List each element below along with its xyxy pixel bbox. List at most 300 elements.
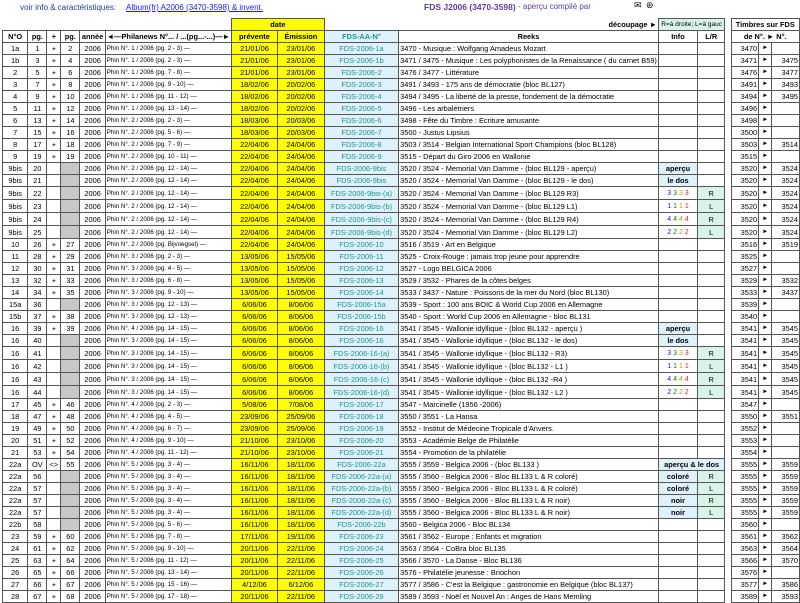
stamp-digit: 1 — [678, 203, 685, 210]
cell-fds[interactable]: FDS-2006-16 — [324, 335, 398, 347]
cell-no: 27 — [3, 579, 28, 591]
arrow-icon: ► — [759, 287, 772, 299]
cell-prevente: 6/06/06 — [231, 347, 277, 360]
cell-lr — [698, 435, 725, 447]
cell-fds[interactable]: FDS-2006-1a — [324, 43, 398, 55]
cell-fds[interactable]: FDS-2006-25 — [324, 555, 398, 567]
cell-fds[interactable]: FDS-2006-18 — [324, 411, 398, 423]
cell-philanews: Phin N°. 3 / 2006 (pg. 9 - 10) — — [105, 287, 231, 299]
cell-emission: 24/04/06 — [278, 226, 325, 239]
cell-reeks: 3520 / 3524 - Memorial Van Damme - (bloc BL129 - le dos) — [399, 175, 659, 187]
cell-fds[interactable]: FDS-2006-9bis — [324, 175, 398, 187]
cell-plus — [47, 335, 61, 347]
cell-pg1: 59 — [28, 531, 47, 543]
cell-no: 26 — [3, 567, 28, 579]
cell-lr — [698, 115, 725, 127]
cell-philanews: Phin N°. 2 / 2006 (pg. 12 - 14) — — [105, 213, 231, 226]
arrow-icon: ► — [759, 495, 772, 507]
cell-info — [658, 226, 697, 239]
cell-fds[interactable]: FDS-2006-10 — [324, 239, 398, 251]
table-row — [3, 79, 800, 91]
arrow-icon: ► — [759, 335, 772, 347]
cell-fds[interactable]: FDS-2006-19 — [324, 423, 398, 435]
cell-pg2: 66 — [61, 567, 80, 579]
cell-prevente: 13/05/06 — [231, 287, 277, 299]
cell-plus: + — [47, 287, 61, 299]
cell-info — [658, 373, 697, 386]
cell-annee: 2006 — [80, 115, 105, 127]
cell-prevente: 18/02/06 — [231, 91, 277, 103]
cell-reeks: 3555 / 3560 - Belgica 2006 - Bloc BL133 L & R noir) — [399, 495, 659, 507]
cell-annee: 2006 — [80, 263, 105, 275]
cell-info: coloré — [658, 471, 697, 483]
cell-reeks: 3577 / 3586 - C'est la Belgique : gastronomie en Belgique (bloc BL137) — [399, 579, 659, 591]
stamp-digit: 3 — [678, 350, 685, 357]
cell-emission: 20/03/06 — [278, 127, 325, 139]
cell-lr — [698, 311, 725, 323]
cell-plus — [47, 163, 61, 175]
cell-to-no: 3532 — [772, 275, 800, 287]
cell-fds[interactable]: FDS-2006-9 — [324, 151, 398, 163]
cell-from-no: 3533 — [731, 287, 759, 299]
cell-from-no: 3552 — [731, 423, 759, 435]
cell-pg2: 48 — [61, 411, 80, 423]
cell-fds[interactable]: FDS-2006-24 — [324, 543, 398, 555]
cell-annee: 2006 — [80, 200, 105, 213]
cell-fds[interactable]: FDS-2006-26 — [324, 567, 398, 579]
cell-prevente: 22/04/06 — [231, 151, 277, 163]
cell-plus — [47, 347, 61, 360]
table-row — [3, 347, 800, 360]
cell-no: 2 — [3, 67, 28, 79]
col-pg1: pg. — [28, 31, 47, 43]
cell-annee: 2006 — [80, 579, 105, 591]
cell-fds[interactable]: FDS-2006-16-(c) — [324, 373, 398, 386]
cell-fds[interactable]: FDS-2006-23 — [324, 531, 398, 543]
album-link[interactable]: Album(fr) A2006 (3470-3598) & invent. — [126, 3, 263, 12]
cell-prevente: 18/03/06 — [231, 127, 277, 139]
cell-fds[interactable]: FDS-2006-22b — [324, 519, 398, 531]
arrow-icon: ► — [759, 187, 772, 200]
col-prevente: prévente — [231, 31, 277, 43]
cell-emission: 20/02/06 — [278, 79, 325, 91]
cell-lr — [698, 127, 725, 139]
cell-from-no: 3563 — [731, 543, 759, 555]
cell-from-no: 3494 — [731, 91, 759, 103]
col-no: N°O — [3, 31, 28, 43]
cell-fds[interactable]: FDS-2006-16 — [324, 323, 398, 335]
cell-prevente: 22/04/06 — [231, 200, 277, 213]
cell-emission: 24/04/06 — [278, 163, 325, 175]
cell-reeks: 3555 / 3560 - Belgica 2006 - Bloc BL133 L & R noir) — [399, 507, 659, 519]
cell-lr — [698, 239, 725, 251]
cell-fds[interactable]: FDS-2006-27 — [324, 579, 398, 591]
cell-philanews: Phin N°. 4 / 2006 (pg. 6 - 7) — — [105, 423, 231, 435]
cell-fds[interactable]: FDS-2006-21 — [324, 447, 398, 459]
cell-plus: + — [47, 531, 61, 543]
cell-plus: + — [47, 311, 61, 323]
arrow-icon: ► — [759, 555, 772, 567]
cell-lr: L — [698, 507, 725, 519]
cell-lr — [698, 275, 725, 287]
cell-no: 9bis — [3, 213, 28, 226]
cell-fds[interactable]: FDS-2006-9bis-(b) — [324, 200, 398, 213]
table-row — [3, 495, 800, 507]
cell-fds[interactable]: FDS-2006-22a-(a) — [324, 471, 398, 483]
cell-lr: L — [698, 226, 725, 239]
cell-prevente: 16/11/06 — [231, 483, 277, 495]
cell-philanews: Phin N°. 3 / 2006 (pg. 2 - 3) — — [105, 251, 231, 263]
cell-emission: 8/06/06 — [278, 347, 325, 360]
cell-pg1: 41 — [28, 347, 47, 360]
cell-philanews: Phin N°. 4 / 2006 (pg. 14 - 15) — — [105, 323, 231, 335]
cell-to-no: 3437 — [772, 287, 800, 299]
col-info: Info — [658, 31, 697, 43]
cell-pg2: 27 — [61, 239, 80, 251]
cell-plus: + — [47, 91, 61, 103]
cell-plus — [47, 213, 61, 226]
cell-fds[interactable]: FDS-2006-4 — [324, 91, 398, 103]
cell-philanews: Phin N°. 3 / 2006 (pg. 6 - 8) — — [105, 275, 231, 287]
arrow-icon: ► — [759, 567, 772, 579]
cell-emission: 22/11/06 — [278, 555, 325, 567]
cell-to-no: 3519 — [772, 239, 800, 251]
cell-fds[interactable]: FDS-2006-22a-(d) — [324, 507, 398, 519]
cell-to-no — [772, 103, 800, 115]
cell-fds[interactable]: FDS-2006-12 — [324, 263, 398, 275]
cell-lr — [698, 151, 725, 163]
cell-to-no: 3551 — [772, 411, 800, 423]
cell-fds[interactable]: FDS-2006-5 — [324, 103, 398, 115]
cell-info — [658, 213, 697, 226]
cell-lr — [698, 531, 725, 543]
cell-philanews: Phin N°. 3 / 2006 (pg. 14 - 15) — — [105, 373, 231, 386]
table-row — [3, 459, 800, 471]
cell-plus: + — [47, 79, 61, 91]
cell-from-no: 3503 — [731, 139, 759, 151]
stamp-digit: 2 — [673, 229, 679, 236]
cell-plus: + — [47, 579, 61, 591]
table-row — [3, 263, 800, 275]
cell-info — [658, 251, 697, 263]
cell-plus — [47, 483, 61, 495]
cell-prevente: 6/06/06 — [231, 360, 277, 373]
cell-emission: 22/11/06 — [278, 567, 325, 579]
arrow-icon: ► — [759, 531, 772, 543]
arrow-icon: ► — [759, 139, 772, 151]
stamp-digit: 4 — [667, 216, 674, 223]
arrow-icon: ► — [759, 507, 772, 519]
cell-emission: 6/12/06 — [278, 579, 325, 591]
cell-plus: + — [47, 251, 61, 263]
cell-reeks: 3527 - Logo BELGICA 2006 — [399, 263, 659, 275]
cell-fds[interactable]: FDS-2006-16-(a) — [324, 347, 398, 360]
cell-fds[interactable]: FDS-2006-22a — [324, 459, 398, 471]
cell-annee: 2006 — [80, 347, 105, 360]
cell-no: 4 — [3, 91, 28, 103]
cell-no: 9bis — [3, 187, 28, 200]
cell-plus: + — [47, 67, 61, 79]
cell-from-no: 3515 — [731, 151, 759, 163]
cell-reeks: 3541 / 3545 - Wallonie idyllique - (bloc BL132 - R3) — [399, 347, 659, 360]
cell-no: 3 — [3, 79, 28, 91]
cell-pg1: 57 — [28, 483, 47, 495]
cell-fds[interactable]: FDS-2006-22a-(b) — [324, 483, 398, 495]
cell-info — [658, 275, 697, 287]
arrow-icon: ► — [759, 459, 772, 471]
cell-emission: 8/06/06 — [278, 360, 325, 373]
cell-from-no: 3516 — [731, 239, 759, 251]
stamp-digit: 1 — [673, 203, 679, 210]
cell-pg2 — [61, 200, 80, 213]
cell-no: 24 — [3, 543, 28, 555]
cell-to-no — [772, 567, 800, 579]
cell-fds[interactable]: FDS-2006-6 — [324, 115, 398, 127]
cell-philanews: Phin N°. 5 / 2006 (pg. 3 - 4) — — [105, 507, 231, 519]
cell-fds[interactable]: FDS-2006-20 — [324, 435, 398, 447]
arrow-icon: ► — [759, 275, 772, 287]
cell-to-no — [772, 423, 800, 435]
cell-info: aperçu & le dos — [658, 459, 724, 471]
table-row — [3, 299, 800, 311]
cell-pg1: 47 — [28, 411, 47, 423]
table-row — [3, 507, 800, 519]
cell-philanews: Phin N°. 2 / 2006 (pg. 12 - 14) — — [105, 200, 231, 213]
cell-emission: 18/11/06 — [278, 495, 325, 507]
cell-to-no — [772, 299, 800, 311]
arrow-icon: ► — [759, 43, 772, 55]
cell-reeks: 3560 - Belgica 2006 - Bloc BL134 — [399, 519, 659, 531]
cell-philanews: Phin N°. 5 / 2006 (pg. 5 - 6) — — [105, 519, 231, 531]
cell-annee: 2006 — [80, 239, 105, 251]
cell-philanews: Phin N°. 5 / 2006 (pg. 3 - 4) — — [105, 471, 231, 483]
cell-emission: 18/11/06 — [278, 483, 325, 495]
cell-plus — [47, 187, 61, 200]
stamp-digit: 3 — [673, 190, 679, 197]
cell-to-no — [772, 115, 800, 127]
cell-from-no: 3520 — [731, 175, 759, 187]
cell-philanews: Phin N°. 3 / 2006 (pg. 14 - 15) — — [105, 347, 231, 360]
cell-reeks: 3491 / 3493 - 175 ans de démocratie (bloc BL127) — [399, 79, 659, 91]
cell-plus: + — [47, 411, 61, 423]
table-row — [3, 139, 800, 151]
cell-fds[interactable]: FDS-2006-14 — [324, 287, 398, 299]
cell-prevente: 16/11/06 — [231, 519, 277, 531]
col-pg2: pg. — [61, 31, 80, 43]
cell-fds[interactable]: FDS-2006-2 — [324, 67, 398, 79]
table-row — [3, 200, 800, 213]
cell-fds[interactable]: FDS-2006-7 — [324, 127, 398, 139]
cell-plus — [47, 226, 61, 239]
cell-info — [658, 67, 697, 79]
cell-to-no: 3593 — [772, 591, 800, 603]
cell-emission: 23/01/06 — [278, 55, 325, 67]
cell-emission: 23/01/06 — [278, 67, 325, 79]
cell-from-no: 3491 — [731, 79, 759, 91]
cell-pg2: 68 — [61, 591, 80, 603]
cell-emission: 15/05/06 — [278, 263, 325, 275]
stamp-digit: 2 — [667, 389, 674, 396]
cell-lr — [698, 139, 725, 151]
cell-fds[interactable]: FDS-2006-1b — [324, 55, 398, 67]
cell-prevente: 16/11/06 — [231, 459, 277, 471]
cell-pg1: 11 — [28, 103, 47, 115]
table-row — [3, 399, 800, 411]
cell-pg1: 40 — [28, 335, 47, 347]
table-row — [3, 55, 800, 67]
arrow-icon: ► — [759, 373, 772, 386]
cell-fds[interactable]: FDS-2006-9bis-(d) — [324, 226, 398, 239]
cell-philanews: Phin N°. 1 / 2006 (pg. 7 - 8) — — [105, 67, 231, 79]
cell-lr — [698, 175, 725, 187]
cell-annee: 2006 — [80, 103, 105, 115]
cell-no: 15a — [3, 299, 28, 311]
cell-philanews: Phin N°. 3 / 2006 (pg. 12 - 13) — — [105, 311, 231, 323]
cell-pg2 — [61, 175, 80, 187]
cell-info: noir — [658, 495, 697, 507]
cell-annee: 2006 — [80, 471, 105, 483]
cell-philanews: Phin N°. 4 / 2006 (pg. 9 - 10) — — [105, 435, 231, 447]
envelope-icon[interactable]: ✉ — [634, 0, 642, 10]
cell-to-no: 3586 — [772, 579, 800, 591]
arrow-icon: ► — [759, 299, 772, 311]
cell-plus: + — [47, 43, 61, 55]
cell-fds[interactable]: FDS-2006-15a — [324, 299, 398, 311]
cell-no: 28 — [3, 591, 28, 603]
cell-fds[interactable]: FDS-2006-8 — [324, 139, 398, 151]
cell-no: 15b — [3, 311, 28, 323]
cell-emission: 24/04/06 — [278, 200, 325, 213]
cell-reeks: 3503 / 3514 - Belgian International Sport Champions (bloc BL128) — [399, 139, 659, 151]
cell-lr — [698, 263, 725, 275]
cell-fds[interactable]: FDS-2006-9bis — [324, 163, 398, 175]
table-row — [3, 91, 800, 103]
cell-philanews: Phin N°. 2 / 2006 (pg. 7 - 9) — — [105, 139, 231, 151]
cell-lr: R — [698, 187, 725, 200]
cell-plus — [47, 200, 61, 213]
cell-emission: 23/01/06 — [278, 43, 325, 55]
cell-to-no: 3524 — [772, 213, 800, 226]
cell-fds[interactable]: FDS-2006-28 — [324, 591, 398, 603]
cell-fds[interactable]: FDS-2006-16-(d) — [324, 386, 398, 399]
cell-plus — [47, 175, 61, 187]
cell-pg1: 37 — [28, 311, 47, 323]
cell-pg2: 2 — [61, 43, 80, 55]
cell-philanews: Phin N°. 1 / 2006 (pg. 2 - 3) — — [105, 43, 231, 55]
cell-reeks: 3520 / 3524 - Memorial Van Damme - (bloc BL129 L1) — [399, 200, 659, 213]
cell-lr: L — [698, 200, 725, 213]
cell-emission: 15/05/06 — [278, 251, 325, 263]
cell-info — [658, 423, 697, 435]
cell-philanews: Phin N°. 3 / 2006 (pg. 14 - 15) — — [105, 335, 231, 347]
cell-to-no: 3545 — [772, 347, 800, 360]
cell-from-no: 3541 — [731, 347, 759, 360]
cell-to-no: 3545 — [772, 360, 800, 373]
cell-reeks: 3516 / 3519 - Art en Belgique — [399, 239, 659, 251]
cell-info — [658, 43, 697, 55]
col-emission: Émission — [278, 31, 325, 43]
cell-fds[interactable]: FDS-2006-17 — [324, 399, 398, 411]
cell-fds[interactable]: FDS-2006-9bis-(a) — [324, 187, 398, 200]
cell-pg1: 61 — [28, 543, 47, 555]
cell-philanews: Phin N°. 3 / 2006 (pg. 12 - 13) — — [105, 299, 231, 311]
cell-emission: 19/11/06 — [278, 531, 325, 543]
cell-pg2: 60 — [61, 531, 80, 543]
table-row — [3, 127, 800, 139]
cell-pg2 — [61, 226, 80, 239]
cell-no: 8 — [3, 139, 28, 151]
cell-pg1: 39 — [28, 323, 47, 335]
cell-no: 22a — [3, 495, 28, 507]
table-row — [3, 187, 800, 200]
cell-fds[interactable]: FDS-2006-3 — [324, 79, 398, 91]
cell-no: 21 — [3, 447, 28, 459]
cell-annee: 2006 — [80, 360, 105, 373]
cell-info — [658, 103, 697, 115]
cell-info — [658, 187, 697, 200]
cell-philanews: Phin N°. 2 / 2006 (pg. 12 - 14) — — [105, 175, 231, 187]
cell-to-no — [772, 251, 800, 263]
cell-emission: 24/04/06 — [278, 151, 325, 163]
cell-info — [658, 386, 697, 399]
cell-emission: 20/02/06 — [278, 103, 325, 115]
cell-emission: 25/09/06 — [278, 423, 325, 435]
arrow-icon: ► — [759, 483, 772, 495]
cell-reeks: 3476 / 3477 - Littérature — [399, 67, 659, 79]
cell-fds[interactable]: FDS-2006-9bis-(c) — [324, 213, 398, 226]
cell-info — [658, 115, 697, 127]
cell-lr — [698, 579, 725, 591]
cell-reeks: 3563 / 3564 - CoBra bloc BL135 — [399, 543, 659, 555]
cell-annee: 2006 — [80, 139, 105, 151]
cell-to-no: 3493 — [772, 79, 800, 91]
table-row — [3, 115, 800, 127]
cell-lr — [698, 399, 725, 411]
table-row — [3, 447, 800, 459]
arrow-icon: ► — [759, 519, 772, 531]
cell-pg2: 54 — [61, 447, 80, 459]
table-row — [3, 311, 800, 323]
stamp-digit: 2 — [673, 389, 679, 396]
cell-from-no: 3520 — [731, 213, 759, 226]
cell-fds[interactable]: FDS-2006-15b — [324, 311, 398, 323]
date-header: date — [231, 19, 324, 31]
cell-philanews: Phin N°. 5 / 2006 (pg. 9 - 10) — — [105, 543, 231, 555]
cell-pg2 — [61, 483, 80, 495]
cell-info — [658, 263, 697, 275]
cell-no: 9 — [3, 151, 28, 163]
cell-info: le dos — [658, 175, 697, 187]
cell-fds[interactable]: FDS-2006-11 — [324, 251, 398, 263]
cell-lr: L — [698, 483, 725, 495]
cell-fds[interactable]: FDS-2006-22a-(c) — [324, 495, 398, 507]
arrow-icon: ► — [759, 399, 772, 411]
cell-fds[interactable]: FDS-2006-16-(b) — [324, 360, 398, 373]
cell-annee: 2006 — [80, 555, 105, 567]
cell-to-no — [772, 311, 800, 323]
cell-prevente: 21/10/06 — [231, 447, 277, 459]
cell-fds[interactable]: FDS-2006-13 — [324, 275, 398, 287]
cell-to-no: 3570 — [772, 555, 800, 567]
link-icon[interactable]: ⊛ — [646, 0, 654, 10]
cell-reeks: 3566 / 3570 - La Danse - Bloc BL136 — [399, 555, 659, 567]
cell-no: 6 — [3, 115, 28, 127]
cell-no: 7 — [3, 127, 28, 139]
cell-lr — [698, 67, 725, 79]
cell-plus — [47, 507, 61, 519]
cell-from-no: 3555 — [731, 495, 759, 507]
cell-pg1: 20 — [28, 163, 47, 175]
